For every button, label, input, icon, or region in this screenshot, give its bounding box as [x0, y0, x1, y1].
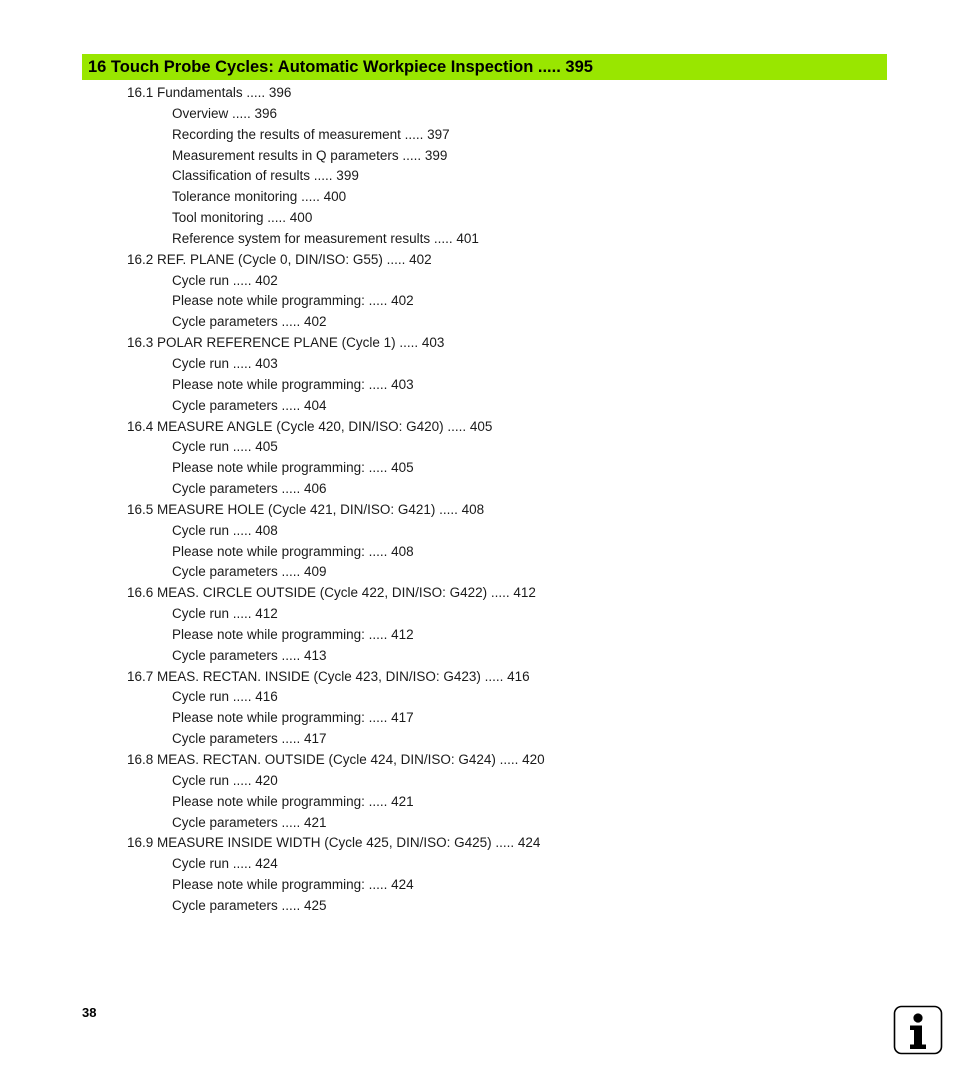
toc-entry[interactable]: Please note while programming: ..... 421: [172, 793, 414, 809]
toc-entry[interactable]: Please note while programming: ..... 424: [172, 877, 414, 893]
toc-entry[interactable]: Please note while programming: ..... 405: [172, 460, 414, 476]
toc-entry[interactable]: Please note while programming: ..... 412: [172, 626, 414, 642]
toc-entry[interactable]: Cycle run ..... 416: [172, 689, 278, 705]
toc-section-title[interactable]: 16.9 MEASURE INSIDE WIDTH (Cycle 425, DIN/ISO: G425) ..... 424: [127, 835, 541, 851]
toc-section-title[interactable]: 16.8 MEAS. RECTAN. OUTSIDE (Cycle 424, DIN/ISO: G424) ..... 420: [127, 752, 545, 767]
toc-entry[interactable]: Measurement results in Q parameters ..... 399: [172, 147, 448, 163]
toc-section-title[interactable]: 16.5 MEASURE HOLE (Cycle 421, DIN/ISO: G421) ..... 408: [127, 501, 485, 517]
toc-section: [0, 833, 954, 916]
toc-entry[interactable]: Tolerance monitoring ..... 400: [172, 189, 347, 205]
toc-entry[interactable]: Tool monitoring ..... 400: [172, 210, 313, 226]
chapter-header: [82, 54, 887, 80]
toc-section: [0, 83, 954, 250]
toc-section-title[interactable]: 16.4 MEASURE ANGLE (Cycle 420, DIN/ISO: G420) ..... 405: [127, 418, 493, 434]
toc-entry[interactable]: Please note while programming: ..... 402: [172, 293, 414, 309]
toc-entry[interactable]: Cycle run ..... 412: [172, 606, 278, 622]
toc-entry[interactable]: Reference system for measurement results ..... 401: [172, 230, 479, 246]
toc-entry[interactable]: Cycle run ..... 408: [172, 522, 278, 538]
toc-entry[interactable]: Cycle parameters ..... 402: [172, 314, 327, 330]
toc-entry[interactable]: Cycle run ..... 403: [172, 355, 278, 371]
toc-section-title[interactable]: 16.3 POLAR REFERENCE PLANE (Cycle 1) ..... 403: [127, 335, 445, 351]
toc-section-title[interactable]: 16.2 REF. PLANE (Cycle 0, DIN/ISO: G55) ..... 402: [127, 251, 432, 267]
chapter-title[interactable]: 16 Touch Probe Cycles: Automatic Workpiece Inspection ..... 395: [88, 57, 593, 76]
toc-section-title[interactable]: 16.6 MEAS. CIRCLE OUTSIDE (Cycle 422, DIN/ISO: G422) ..... 412: [127, 585, 536, 601]
table-of-contents: [0, 83, 954, 917]
toc-entry[interactable]: Cycle parameters ..... 413: [172, 647, 327, 663]
toc-entry[interactable]: Recording the results of measurement ..... 397: [172, 126, 450, 142]
toc-section: [0, 250, 954, 333]
toc-entry[interactable]: Please note while programming: ..... 408: [172, 543, 414, 559]
toc-section-title[interactable]: 16.1 Fundamentals ..... 396: [127, 85, 292, 100]
toc-section: [0, 583, 954, 666]
toc-entry[interactable]: Overview ..... 396: [172, 105, 278, 121]
toc-entry[interactable]: Cycle run ..... 424: [172, 856, 278, 872]
toc-section: [0, 333, 954, 416]
info-icon: [893, 1005, 943, 1055]
toc-entry[interactable]: Cycle run ..... 420: [172, 772, 278, 788]
toc-entry[interactable]: Cycle parameters ..... 409: [172, 564, 327, 580]
toc-entry[interactable]: Please note while programming: ..... 403: [172, 376, 414, 392]
page-number: 38: [82, 1005, 97, 1020]
toc-section: [0, 750, 954, 833]
toc-entry[interactable]: Cycle parameters ..... 421: [172, 814, 327, 830]
toc-entry[interactable]: Please note while programming: ..... 417: [172, 710, 414, 726]
toc-entry[interactable]: Cycle parameters ..... 425: [172, 897, 327, 913]
toc-section: [0, 667, 954, 750]
toc-section: [0, 500, 954, 583]
toc-entry[interactable]: Cycle parameters ..... 406: [172, 481, 327, 497]
toc-entry[interactable]: Cycle run ..... 402: [172, 272, 278, 288]
toc-section-title[interactable]: 16.7 MEAS. RECTAN. INSIDE (Cycle 423, DIN/ISO: G423) ..... 416: [127, 668, 530, 684]
toc-entry[interactable]: Cycle run ..... 405: [172, 439, 278, 455]
toc-entry[interactable]: Classification of results ..... 399: [172, 168, 359, 184]
toc-entry[interactable]: Cycle parameters ..... 404: [172, 397, 327, 413]
toc-section: [0, 417, 954, 500]
toc-entry[interactable]: Cycle parameters ..... 417: [172, 731, 327, 747]
